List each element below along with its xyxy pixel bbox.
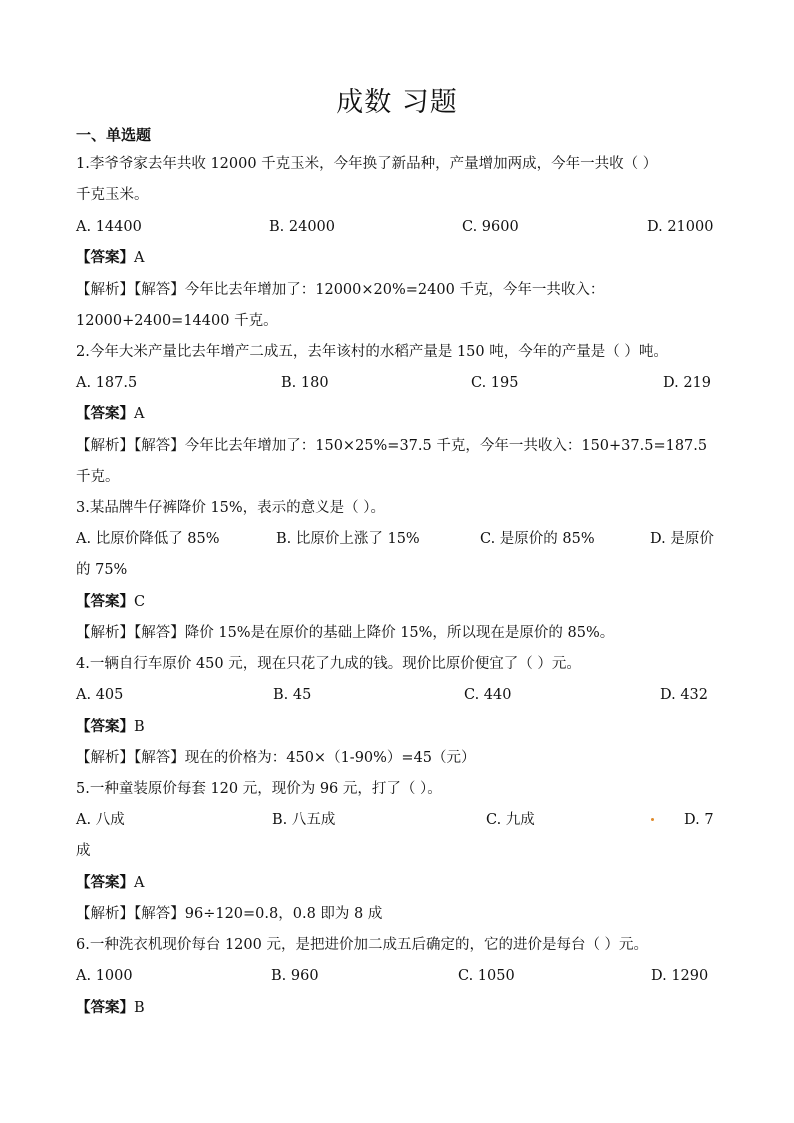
question-4-option-a: A. 405 [76,687,124,703]
answer-value: A [134,250,145,266]
question-5-option-b: B. 八五成 [272,812,336,828]
question-6-option-a: A. 1000 [76,968,133,984]
question-4-option-d: D. 432 [660,687,709,703]
answer-label: 【答案】 [76,594,134,610]
question-3-option-b: B. 比原价上涨了 15% [276,531,420,547]
answer-label: 【答案】 [76,1000,134,1016]
question-2-stem: 2.今年大米产量比去年增产二成五，去年该村的水稻产量是 150 吨，今年的产量是（ ）吨。 [76,344,668,360]
question-1-stem-line-1: 1.李爷爷家去年共收 12000 千克玉米，今年换了新品种，产量增加两成，今年一共收（ ） [76,156,658,172]
page-title: 成数 习题 [336,87,458,118]
answer-value: B [134,719,145,735]
answer-value: A [134,406,145,422]
question-5-stem: 5.一种童装原价每套 120 元，现价为 96 元，打了（ ）。 [76,781,442,797]
question-6-answer [76,999,145,1017]
question-2-option-d: D. 219 [663,375,712,391]
answer-label: 【答案】 [76,719,134,735]
question-4-analysis: 【解析】【解答】现在的价格为：450×（1-90%）=45（元） [76,750,476,766]
question-6-option-d: D. 1290 [651,968,709,984]
question-4-option-c: C. 440 [464,687,512,703]
answer-label: 【答案】 [76,406,134,422]
question-1-stem-line-2: 千克玉米。 [76,187,149,203]
answer-value: C [134,594,146,610]
question-6-stem: 6.一种洗衣机现价每台 1200 元，是把进价加二成五后确定的，它的进价是每台（ ）元。 [76,937,649,953]
question-1-option-b: B. 24000 [269,219,336,235]
answer-label: 【答案】 [76,250,134,266]
question-6-option-b: B. 960 [271,968,319,984]
question-5-answer [76,874,144,892]
question-4-answer [76,718,145,736]
question-2-option-b: B. 180 [281,375,329,391]
question-2-analysis-line-2: 千克。 [76,469,120,485]
question-4-stem: 4.一辆自行车原价 450 元，现在只花了九成的钱。现价比原价便宜了（ ）元。 [76,656,581,672]
question-3-analysis: 【解析】【解答】降价 15%是在原价的基础上降价 15%，所以现在是原价的 85%。 [76,625,615,641]
question-3-option-c: C. 是原价的 85% [480,531,595,547]
answer-value: B [134,1000,145,1016]
question-2-option-a: A. 187.5 [76,375,138,391]
question-3-option-d-continued: 的 75% [76,562,128,578]
question-1-option-a: A. 14400 [76,219,142,235]
question-2-option-c: C. 195 [471,375,519,391]
question-1-analysis-line-2: 12000+2400=14400 千克。 [76,313,278,329]
answer-label: 【答案】 [76,875,134,891]
question-3-option-d: D. 是原价 [650,531,714,547]
question-5-option-c: C. 九成 [486,812,535,828]
question-5-option-a: A. 八成 [76,812,125,828]
question-3-answer [76,593,145,611]
question-1-option-c: C. 9600 [462,219,519,235]
question-6-option-c: C. 1050 [458,968,515,984]
question-2-analysis-line-1: 【解析】【解答】今年比去年增加了：150×25%=37.5 千克，今年一共收入：150+37.5=187.5 [76,438,708,454]
question-5-analysis: 【解析】【解答】96÷120=0.8，0.8 即为 8 成 [76,906,383,922]
stray-dot-mark [651,818,654,821]
question-1-option-d: D. 21000 [647,219,714,235]
question-2-answer [76,405,144,423]
question-5-option-d: D. 7 [684,812,714,828]
section-title: 一、单选题 [76,126,152,144]
answer-value: A [134,875,145,891]
question-5-option-d-continued: 成 [76,843,91,859]
question-3-stem: 3.某品牌牛仔裤降价 15%，表示的意义是（ ）。 [76,500,386,516]
question-4-option-b: B. 45 [273,687,312,703]
question-3-option-a: A. 比原价降低了 85% [76,531,220,547]
question-1-answer [76,249,144,267]
question-1-analysis-line-1: 【解析】【解答】今年比去年增加了：12000×20%=2400 千克，今年一共收入： [76,282,605,298]
